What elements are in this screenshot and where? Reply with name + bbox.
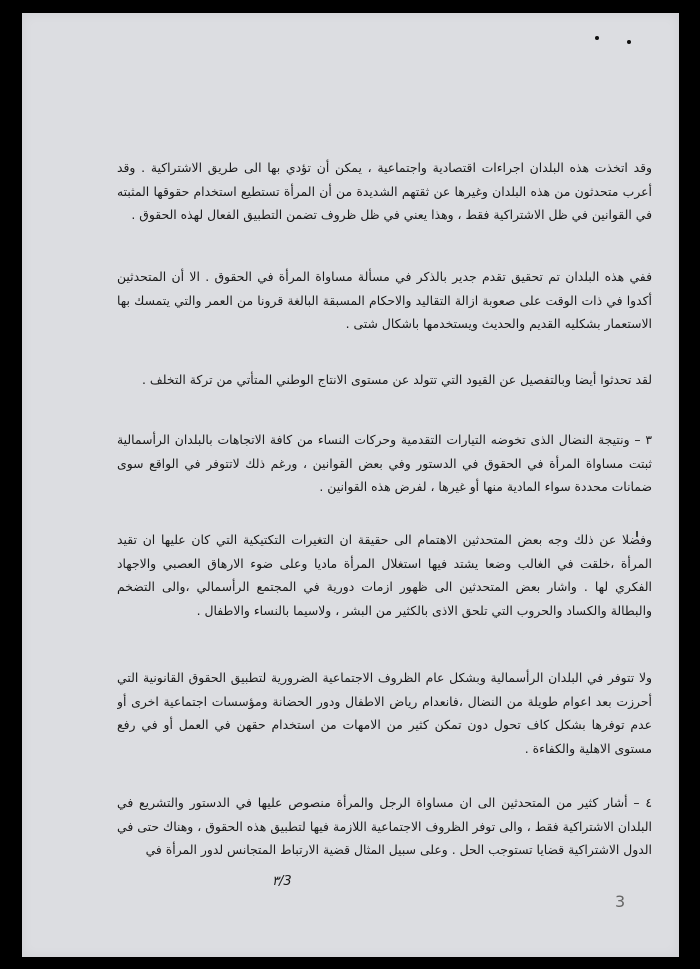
corner-page-number: 3	[615, 892, 626, 911]
paragraph-4: ٣ – ونتيجة النضال الذى تخوضه التيارات التقدمية وحركات النساء من كافة الاتجاهات بالبلدان الرأسمالية ثبتت مساواة المرأة في الحقوق في الدستور وفي بعض القوانين ، ورغم ذلك لاتتوفر في الواقع سوى ضمانات محددة سواء المادية منها أو غيرها ، لفرض هذه القوانين .	[117, 432, 652, 495]
page-reference: ٣/3	[272, 874, 292, 889]
paragraph-6: ولا تتوفر في البلدان الرأسمالية وبشكل عام الظروف الاجتماعية الضرورية لتطبيق الحقوق القانونية التي أحرزت بعد اعوام طويلة من النضال ،فانعدام رياض الاطفال ودور الحضانة ومؤسسات اجتماعية اخرى أو عدم توفرها بشكل كاف تحول دون تمكن كثير من الامهات من استخدام حقهن في العمل أو في رفع مستوى الاهلية والكفاءة .	[117, 670, 652, 756]
paragraph-2: ففي هذه البلدان تم تحقيق تقدم جدير بالذكر في مسألة مساواة المرأة في الحقوق . الا أن المتحدثين أكدوا في ذات الوقت على صعوبة ازالة التقاليد والاحكام المسبقة البالغة قرونا من العمر والتي يتمسك بها الاستعمار بشكليه القديم والحديث ويستخدمها باشكال شتى .	[117, 269, 652, 332]
document-page	[22, 13, 679, 957]
ink-dot	[595, 36, 599, 40]
ink-dot	[627, 40, 631, 44]
paragraph-7: ٤ – أشار كثير من المتحدثين الى ان مساواة الرجل والمرأة منصوص عليها في الدستور والتشريع في البلدان الاشتراكية فقط ، والى توفر الظروف الاجتماعية اللازمة فيها لتطبيق هذه الحقوق ، وهناك حتى في الدول الاشتراكية قضايا تستوجب الحل . وعلى سبيل المثال قضية الارتباط المتجانس لدور المرأة في	[117, 795, 652, 858]
paragraph-3: لقد تحدثوا أيضا وبالتفصيل عن القيود التي تتولد عن مستوى الانتاج الوطني المتأتي من تركة التخلف .	[142, 372, 652, 387]
paragraph-5: وفضلا عن ذلك وجه بعض المتحدثين الاهتمام الى حقيقة ان التغيرات التكتيكية التي كان عليها ان تقيد المرأة ،خلقت في الغالب وضعا يشتد فيها استغلال المرأة ماديا وعلى ضوء الارهاق العصبي والاجهاد الفكري لها . واشار بعض المتحدثين الى ظهور ازمات دورية في المجتمع الرأسمالي ،والى التضخم والبطالة والكساد والحروب التي تلحق الاذى بالكثير من البشر ، ولاسيما بالنساء والاطفال .	[117, 532, 652, 618]
paragraph-1: وقد اتخذت هذه البلدان اجراءات اقتصادية واجتماعية ، يمكن أن تؤدي بها الى طريق الاشتراكية . وقد أعرب متحدثون من هذه البلدان وغيرها عن ثقتهم الشديدة من أن المرأة تستطيع استخدام حقوقها المثبته في القوانين في ظل الاشتراكية فقط ، وهذا يعني في ظل ظروف تضمن التطبيق الفعال لهذه الحقوق .	[117, 160, 652, 223]
